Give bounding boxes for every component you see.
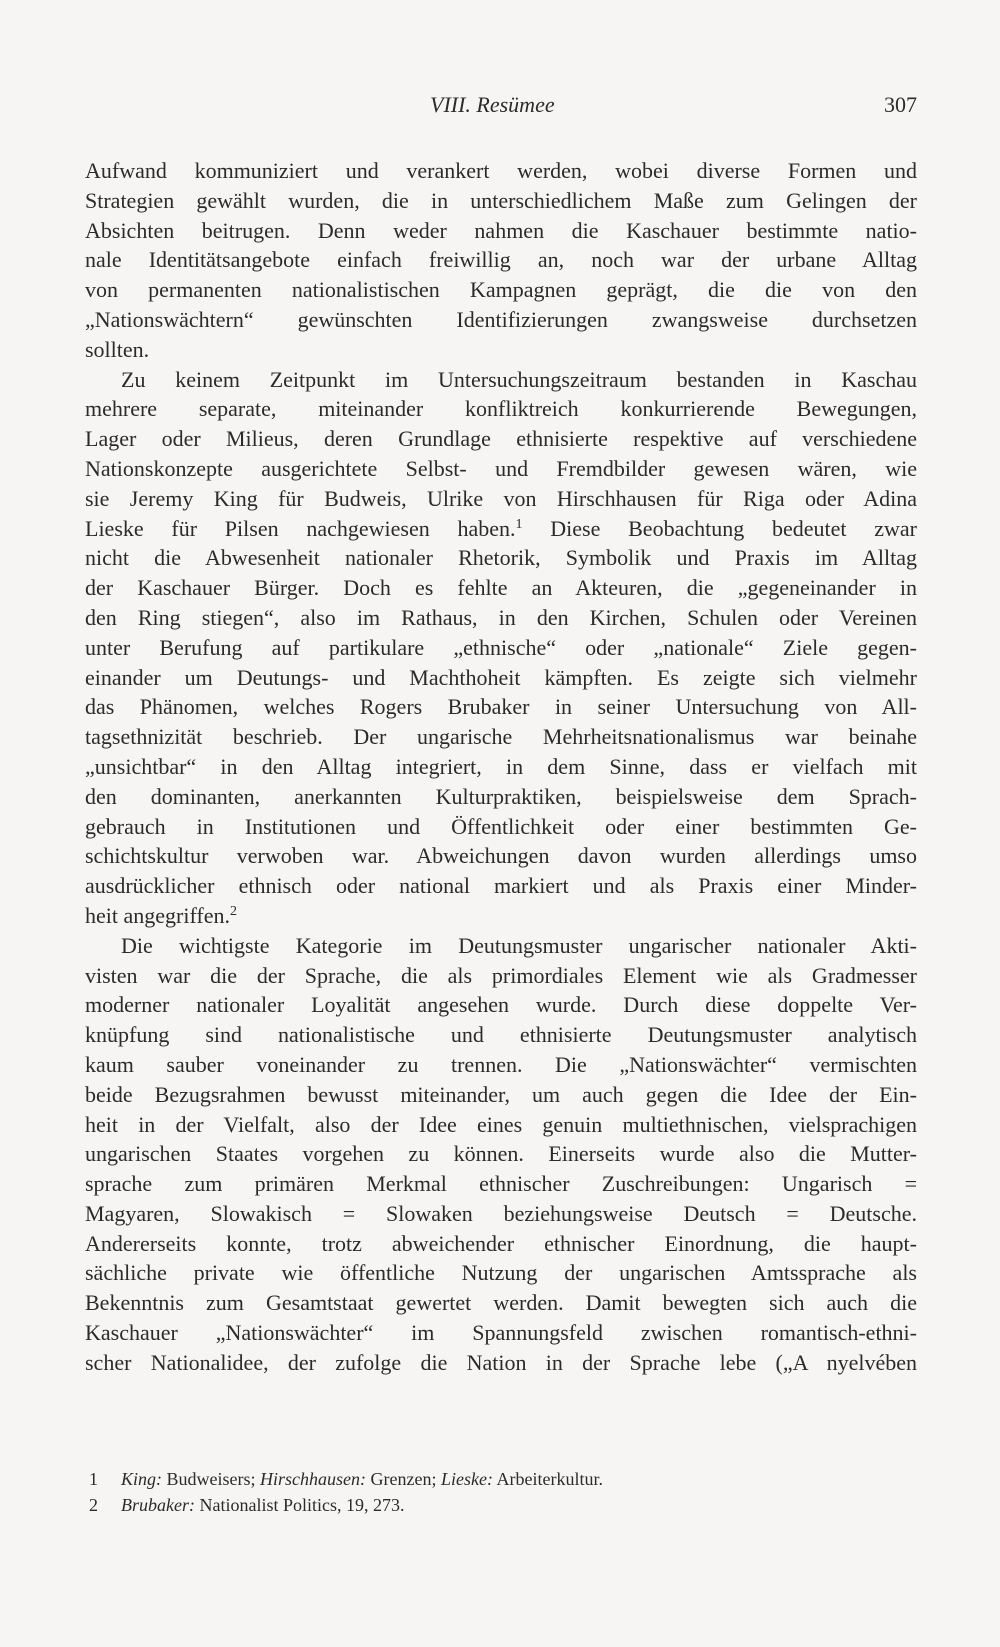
- footnote-number: 2: [89, 1495, 98, 1515]
- body-text: [85, 156, 917, 1378]
- text-line: den Ring stiegen“, also im Rathaus, in den Kirchen, Schulen oder Vereinen: [85, 604, 917, 630]
- footnote-text: Arbeiterkultur.: [492, 1469, 603, 1489]
- text-line: visten war die der Sprache, die als primordiales Element wie als Gradmesser: [85, 962, 917, 988]
- text-line: Bekenntnis zum Gesamtstaat gewertet werden. Damit bewegten sich auch die: [85, 1290, 917, 1316]
- text-line: [85, 901, 917, 931]
- footnote-number: 1: [89, 1469, 98, 1489]
- footnote-text: Budweisers;: [162, 1469, 261, 1489]
- text-line: mehrere separate, miteinander konfliktreich konkurrierende Bewegungen,: [85, 396, 917, 422]
- text-line: Absichten beitrugen. Denn weder nahmen die Kaschauer bestimmte natio-: [85, 217, 917, 243]
- footnote-ref-2[interactable]: 2: [229, 903, 237, 919]
- text-line: ausdrücklicher ethnisch oder national markiert und als Praxis einer Minder-: [85, 873, 917, 899]
- text-segment: Diese Beobachtung bedeutet zwar: [522, 515, 917, 541]
- text-line: Magyaren, Slowakisch = Slowaken beziehungsweise Deutsch = Deutsche.: [85, 1200, 917, 1226]
- text-line: heit in der Vielfalt, also der Idee eines genuin multiethnischen, vielsprachigen: [85, 1111, 917, 1137]
- text-line: von permanenten nationalistischen Kampagnen geprägt, die die von den: [85, 277, 917, 303]
- text-line: sollten.: [85, 336, 150, 362]
- text-line: den dominanten, anerkannten Kulturpraktiken, beispielsweise dem Sprach-: [85, 783, 917, 809]
- footnote-author: Lieske:: [440, 1469, 493, 1489]
- text-segment: Lieske für Pilsen nachgewiesen haben.: [85, 515, 516, 541]
- text-line: „Nationswächtern“ gewünschten Identifizierungen zwangsweise durchsetzen: [85, 306, 917, 332]
- text-line: das Phänomen, welches Rogers Brubaker in seiner Untersuchung von All-: [85, 694, 917, 720]
- footnote-author: Brubaker:: [121, 1495, 195, 1515]
- text-line: sie Jeremy King für Budweis, Ulrike von Hirschhausen für Riga oder Adina: [85, 485, 917, 511]
- page-number: 307: [884, 92, 917, 117]
- text-line: moderner nationaler Loyalität angesehen wurde. Durch diese doppelte Ver-: [85, 992, 917, 1018]
- text-line: nicht die Abwesenheit nationaler Rhetorik, Symbolik und Praxis im Alltag: [85, 545, 917, 571]
- text-line: Zu keinem Zeitpunkt im Untersuchungszeitraum bestanden in Kaschau: [121, 366, 917, 392]
- text-line: Strategien gewählt wurden, die in unterschiedlichem Maße zum Gelingen der: [85, 187, 917, 213]
- text-line: scher Nationalidee, der zufolge die Nation in der Sprache lebe („A nyelvében: [85, 1349, 917, 1375]
- text-line: der Kaschauer Bürger. Doch es fehlte an Akteuren, die „gegeneinander in: [85, 575, 917, 601]
- text-line: beide Bezugsrahmen bewusst miteinander, um auch gegen die Idee der Ein-: [85, 1081, 917, 1107]
- text-line: einander um Deutungs- und Machthoheit kämpften. Es zeigte sich vielmehr: [85, 664, 917, 690]
- text-line: Kaschauer „Nationswächter“ im Spannungsfeld zwischen romantisch-ethni-: [85, 1320, 917, 1346]
- text-line: ungarischen Staates vorgehen zu können. Einerseits wurde also die Mutter-: [85, 1141, 917, 1167]
- running-head: [85, 92, 917, 126]
- text-line: tagsethnizität beschrieb. Der ungarische Mehrheitsnationalismus war beinahe: [85, 724, 917, 750]
- text-line: Aufwand kommuniziert und verankert werden, wobei diverse Formen und: [85, 158, 917, 183]
- text-line: knüpfung sind nationalistische und ethnisierte Deutungsmuster analytisch: [85, 1022, 917, 1048]
- text-line: Nationskonzepte ausgerichtete Selbst- und Fremdbilder gewesen wären, wie: [85, 455, 917, 481]
- footnote-ref-1[interactable]: 1: [515, 516, 523, 532]
- text-line: kaum sauber voneinander zu trennen. Die „Nationswächter“ vermischten: [85, 1051, 917, 1077]
- text-line: Lager oder Milieus, deren Grundlage ethnisierte respektive auf verschiedene: [85, 426, 917, 452]
- text-line: „unsichtbar“ in den Alltag integriert, in dem Sinne, dass er vielfach mit: [85, 753, 917, 779]
- text-line: gebrauch in Institutionen und Öffentlichkeit oder einer bestimmten Ge-: [85, 813, 917, 839]
- text-segment: heit angegriffen.: [85, 902, 230, 928]
- text-line: schichtskultur verwoben war. Abweichungen davon wurden allerdings umso: [85, 843, 917, 869]
- chapter-title: VIII. Resümee: [430, 92, 555, 117]
- text-line: [85, 514, 917, 544]
- footnotes: [85, 1466, 917, 1518]
- text-line: unter Berufung auf partikulare „ethnische“ oder „nationale“ Ziele gegen-: [85, 634, 917, 660]
- text-line: sächliche private wie öffentliche Nutzung der ungarischen Amtssprache als: [85, 1260, 917, 1286]
- text-line: nale Identitätsangebote einfach freiwillig an, noch war der urbane Alltag: [85, 247, 917, 273]
- footnote-text: Nationalist Politics, 19, 273.: [194, 1495, 405, 1515]
- footnote-text: Grenzen;: [366, 1469, 441, 1489]
- footnote-author: King:: [121, 1469, 163, 1489]
- footnote-author: Hirschhausen:: [260, 1469, 367, 1489]
- footnote-1: [85, 1466, 917, 1492]
- text-line: Andererseits konnte, trotz abweichender ethnischer Einordnung, die haupt-: [85, 1230, 917, 1256]
- footnote-2: [85, 1492, 917, 1518]
- text-line: Die wichtigste Kategorie im Deutungsmuster ungarischer nationaler Akti-: [121, 932, 917, 958]
- text-line: sprache zum primären Merkmal ethnischer Zuschreibungen: Ungarisch =: [85, 1171, 917, 1197]
